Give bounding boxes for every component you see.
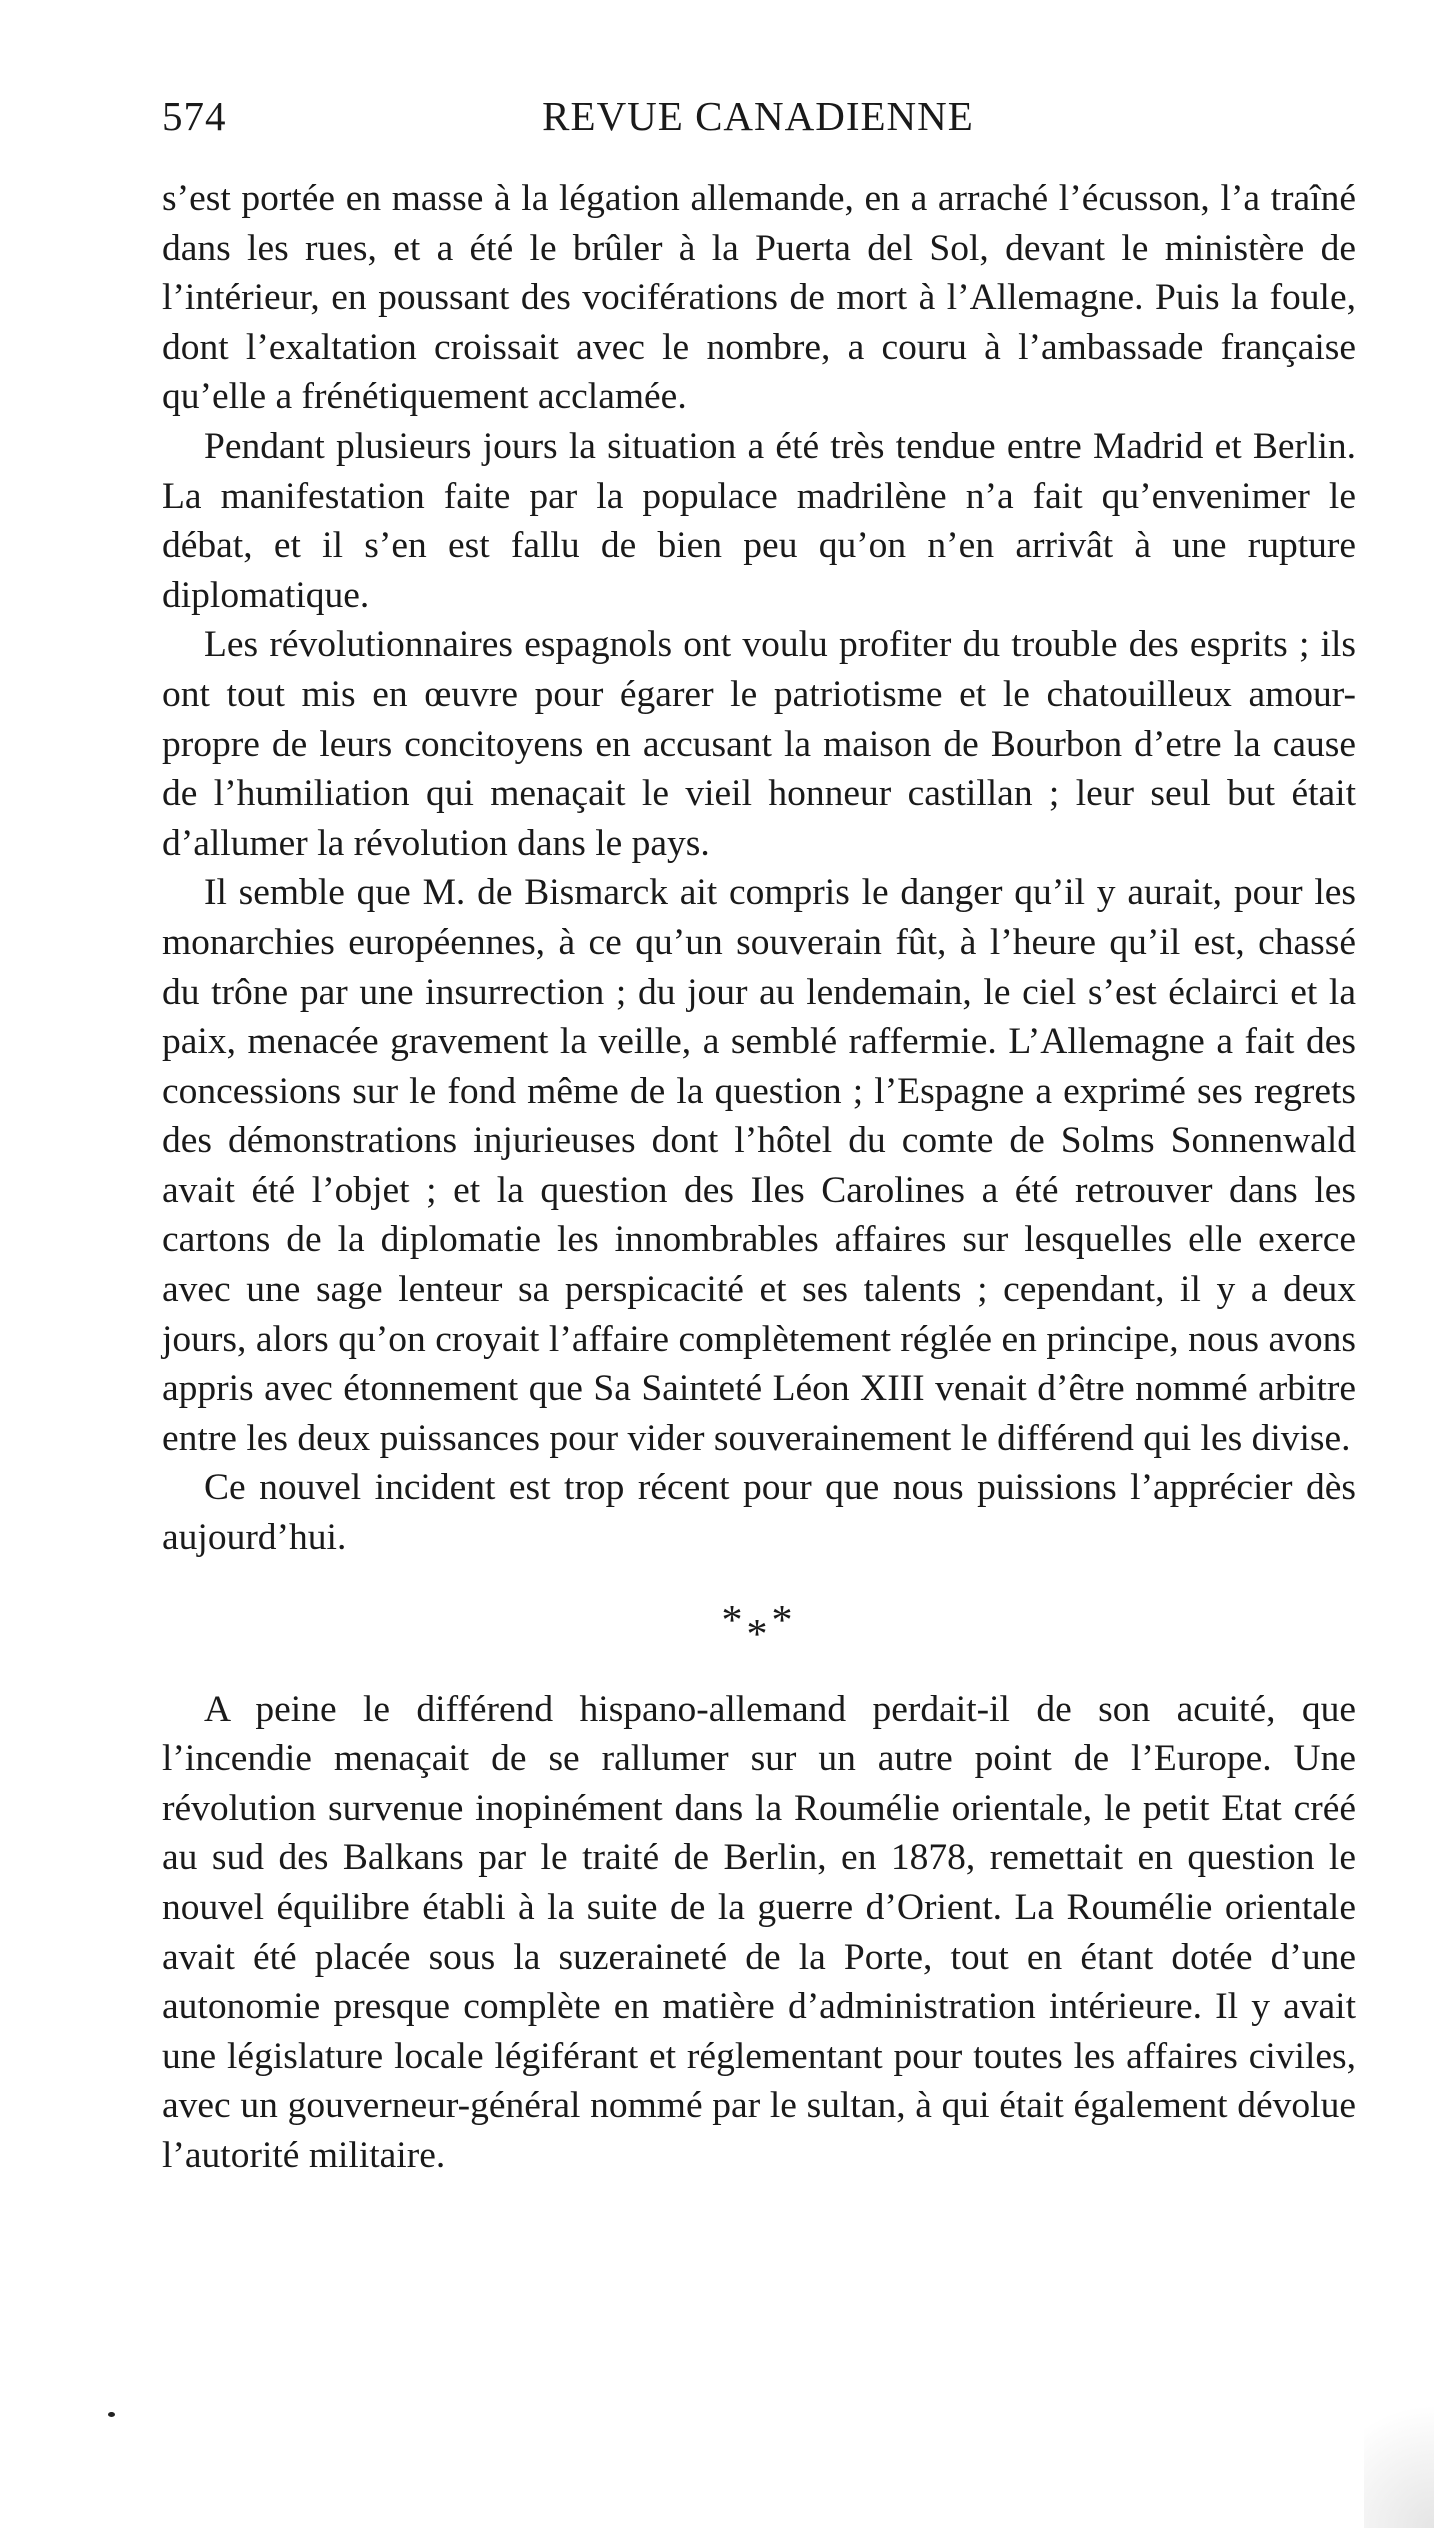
paragraph-3: Les révolutionnaires espagnols ont voulu profiter du trouble des esprits ; ils ont tout mis en œuvre pour égarer le patriotisme et le chatouilleux amour-propre de leurs concitoyens en accusant la maison de Bourbon d’etre la cause de l’humiliation qui menaçait le vieil honneur castillan ; leur seul but était d’allumer la révolution dans le pays. xyxy=(162,624,1356,864)
running-head xyxy=(162,92,1354,142)
paragraph-4: Il semble que M. de Bismarck ait compris le danger qu’il y aurait, pour les monarchies européennes, à ce qu’un souverain fût, à l’heure qu’il est, chassé du trône par une insurrection ; du jour au lendemain, le ciel s’est éclairci et la paix, menacée gravement la veille, a semblé raffermie. L’Allemagne a fait des concessions sur le fond même de la question ; l’Espagne a exprimé ses regrets des démonstrations injurieuses dont l’hôtel du comte de Solms Sonnenwald avait été l’objet ; et la question des Iles Carolines a été retrouver dans les cartons de la diplomatie les innombrables affaires sur lesquelles elle exerce avec une sage lenteur sa perspicacité et ses talents ; cependant, il y a deux jours, alors qu’on croyait l’affaire complètement réglée en principe, nous avons appris avec étonnement que Sa Sainteté Léon XIII venait d’être nommé arbitre entre les deux puissances pour vider souverainement le différend qui les divise. xyxy=(162,872,1356,1459)
asterism-star-right: * xyxy=(771,1597,797,1644)
journal-title: REVUE CANADIENNE xyxy=(542,93,974,139)
paragraph-5: Ce nouvel incident est trop récent pour que nous puissions l’apprécier dès aujourd’hui. xyxy=(162,1467,1356,1559)
article-body xyxy=(162,174,1356,2181)
section-break-asterism xyxy=(162,1597,1356,1658)
asterism-star-middle: * xyxy=(746,1611,772,1658)
ink-speck xyxy=(108,2412,115,2417)
asterism-star-left: * xyxy=(721,1597,747,1644)
paragraph-2: Pendant plusieurs jours la situation a été très tendue entre Madrid et Berlin. La manifestation faite par la populace madrilène n’a fait qu’envenimer le débat, et il s’en est fallu de bien peu qu’on n’en arrivât à une rupture diplomatique. xyxy=(162,425,1356,616)
paragraph-1: s’est portée en masse à la légation allemande, en a arraché l’écusson, l’a traîné dans les rues, et a été le brûler à la Puerta del Sol, devant le ministère de l’intérieur, en poussant des vociférations de mort à l’Allemagne. Puis la foule, dont l’exaltation croissait avec le nombre, a couru à l’ambassade française qu’elle a frénétiquement acclamée. xyxy=(162,178,1356,418)
paragraph-6: A peine le différend hispano-allemand perdait-il de son acuité, que l’incendie menaçait de se rallumer sur un autre point de l’Europe. Une révolution survenue inopinément dans la Roumélie orientale, le petit Etat créé au sud des Balkans par le traité de Berlin, en 1878, remettait en question le nouvel équilibre établi à la suite de la guerre d’Orient. La Roumélie orientale avait été placée sous la suzeraineté de la Porte, tout en étant dotée d’une autonomie presque complète en matière d’administration intérieure. Il y avait une législature locale légiférant et réglementant pour toutes les affaires civiles, avec un gouverneur-général nommé par le sultan, à qui était également dévolue l’autorité militaire. xyxy=(162,1688,1356,2176)
paper-stain xyxy=(1364,2368,1434,2528)
page-number: 574 xyxy=(162,93,227,139)
